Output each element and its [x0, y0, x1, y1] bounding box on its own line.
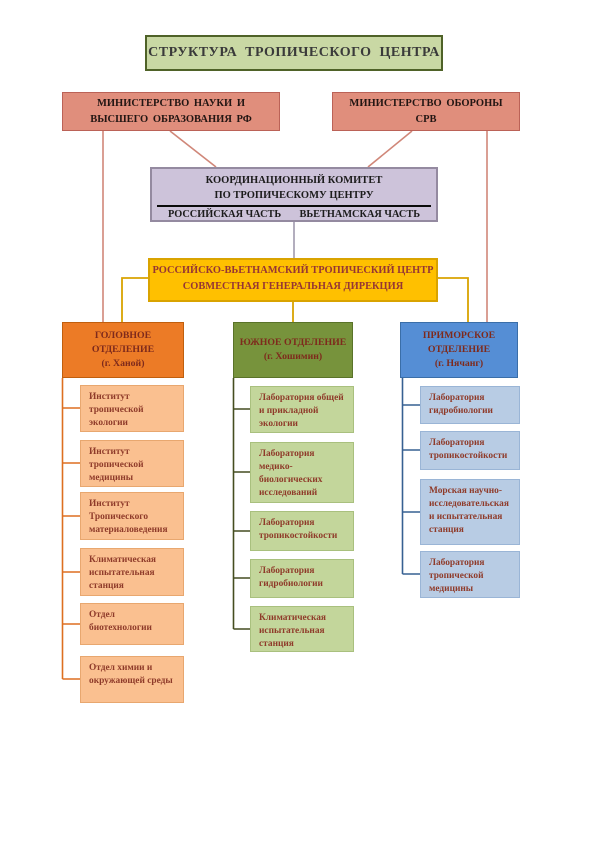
committee-divider — [157, 205, 431, 207]
south-division-connectors — [234, 378, 251, 629]
division-coastal-title: ПРИМОРСКОЕ ОТДЕЛЕНИЕ — [422, 329, 496, 355]
tropical-center-box — [148, 258, 438, 302]
committee-parts — [152, 209, 436, 220]
unit-box: Лаборатория тропикостойкости — [420, 431, 520, 470]
ministry-science-label: МИНИСТЕРСТВО НАУКИ И ВЫСШЕГО ОБРАЗОВАНИЯ РФ — [90, 97, 252, 125]
division-south-box — [233, 322, 353, 378]
division-head-city: (г. Ханой) — [101, 358, 145, 370]
unit-box: Институт тропической медицины — [80, 440, 184, 487]
division-south-city: (г. Хошимин) — [263, 351, 323, 362]
unit-box: Лаборатория тропической медицины — [420, 551, 520, 598]
unit-box: Морская научно-исследовательская и испытательная станция — [420, 479, 520, 545]
unit-box: Отдел химии и окружающей среды — [80, 656, 184, 703]
unit-box: Институт тропической экологии — [80, 385, 184, 432]
ministry-defense-box — [332, 92, 520, 131]
unit-box: Лаборатория общей и прикладной экологии — [250, 386, 354, 433]
head-division-connectors — [63, 378, 81, 679]
coastal-division-connectors — [403, 378, 421, 574]
division-head-box — [62, 322, 184, 378]
committee-title-line2: ПО ТРОПИЧЕСКОМУ ЦЕНТРУ — [214, 190, 374, 202]
tropical-center-line1: РОССИЙСКО-ВЬЕТНАМСКИЙ ТРОПИЧЕСКИЙ ЦЕНТР — [152, 265, 434, 276]
unit-box: Лаборатория медико-биологических исследований — [250, 442, 354, 503]
division-coastal-city: (г. Нячанг) — [434, 358, 484, 370]
unit-box: Климатическая испытательная станция — [250, 606, 354, 652]
unit-box: Лаборатория тропикостойкости — [250, 511, 354, 551]
unit-box: Отдел биотехнологии — [80, 603, 184, 645]
division-coastal-box — [400, 322, 518, 378]
unit-box: Лаборатория гидробиологии — [250, 559, 354, 598]
unit-box: Климатическая испытательная станция — [80, 548, 184, 596]
committee-title-line1: КООРДИНАЦИОННЫЙ КОМИТЕТ — [205, 175, 383, 186]
committee-part-russian: РОССИЙСКАЯ ЧАСТЬ — [168, 209, 282, 221]
chart-title: СТРУКТУРА ТРОПИЧЕСКОГО ЦЕНТРА — [145, 35, 443, 71]
ministry-defense-label: МИНИСТЕРСТВО ОБОРОНЫ СРВ — [349, 97, 503, 125]
tropical-center-line2: СОВМЕСТНАЯ ГЕНЕРАЛЬНАЯ ДИРЕКЦИЯ — [182, 280, 404, 292]
coordination-committee-box — [150, 167, 438, 222]
committee-title — [152, 173, 436, 203]
division-south-title: ЮЖНОЕ ОТДЕЛЕНИЕ — [239, 336, 347, 348]
committee-part-vietnamese: ВЬЕТНАМСКАЯ ЧАСТЬ — [299, 209, 420, 221]
unit-box: Институт Тропического материаловедения — [80, 492, 184, 540]
unit-box: Лаборатория гидробиологии — [420, 386, 520, 424]
division-head-title: ГОЛОВНОЕ ОТДЕЛЕНИЕ — [91, 329, 155, 355]
ministry-science-box — [62, 92, 280, 131]
